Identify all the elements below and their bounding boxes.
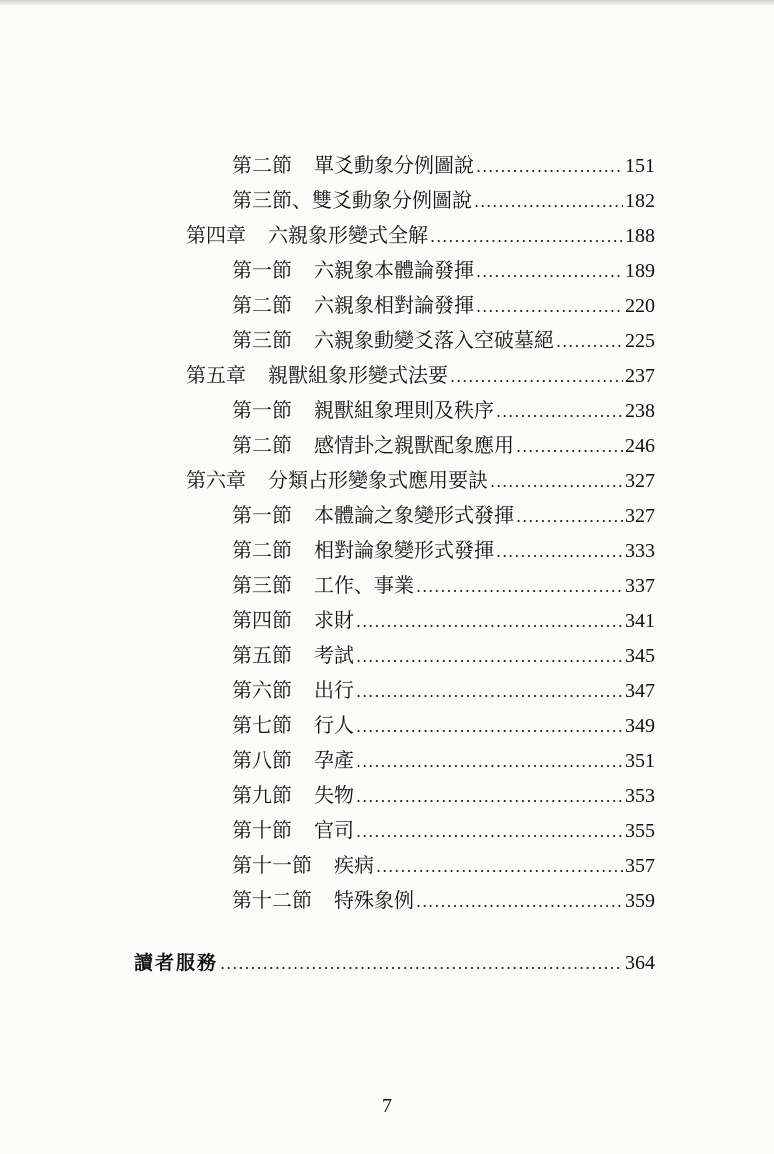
dot-leader (490, 467, 623, 497)
toc-entry-page: 341 (625, 610, 655, 632)
toc-entry-page: 357 (625, 855, 655, 877)
dot-leader (356, 747, 623, 777)
toc-entry-number: 第二節 (232, 153, 292, 177)
toc-entry[interactable] (232, 605, 655, 635)
toc-chapter[interactable] (186, 360, 655, 390)
toc-entry-page: 327 (625, 505, 655, 527)
toc-entry[interactable] (232, 430, 655, 460)
toc-entry[interactable] (232, 150, 655, 180)
toc-entry-number: 第八節 (232, 748, 292, 772)
toc-entry-title: 工作、事業 (314, 573, 414, 597)
dot-leader (220, 949, 623, 979)
toc-entry-number: 第二節 (232, 293, 292, 317)
toc-entry[interactable] (232, 850, 655, 880)
toc-entry-number: 第五章 (186, 363, 246, 387)
toc-entry[interactable] (232, 255, 655, 285)
toc-entry[interactable] (232, 815, 655, 845)
toc-entry[interactable] (232, 290, 655, 320)
toc-entry-title: 親獸組象理則及秩序 (314, 398, 494, 422)
dot-leader (356, 607, 623, 637)
toc-entry-page: 237 (625, 365, 655, 387)
toc-entry[interactable] (232, 780, 655, 810)
toc-reader-service[interactable] (134, 948, 655, 978)
toc-entry-title: 出行 (314, 678, 354, 702)
toc-entry-number: 第十二節 (232, 888, 312, 912)
toc-entry-number: 第一節 (232, 503, 292, 527)
toc-entry-title: 考試 (314, 643, 354, 667)
toc-entry-title: 感情卦之親獸配象應用 (314, 433, 514, 457)
dot-leader (356, 677, 623, 707)
dot-leader (356, 817, 623, 847)
toc-entry-page: 345 (625, 645, 655, 667)
toc-entry-title: 行人 (314, 713, 354, 737)
toc-entry-title: 特殊象例 (334, 888, 414, 912)
toc-entry-page: 188 (625, 225, 655, 247)
dot-leader (556, 327, 623, 357)
toc-entry-title: 六親象本體論發揮 (314, 258, 474, 282)
dot-leader (476, 152, 623, 182)
toc-entry-number: 第三節、 (232, 188, 312, 212)
toc-chapter[interactable] (186, 465, 655, 495)
toc-chapter[interactable] (186, 220, 655, 250)
reader-service-label: 讀者服務 (134, 952, 219, 974)
page-number: 7 (382, 1095, 392, 1117)
toc-entry-number: 第七節 (232, 713, 292, 737)
toc-entry-number: 第二節 (232, 538, 292, 562)
toc-entry[interactable] (232, 500, 655, 530)
toc-entry-number: 第十一節 (232, 853, 312, 877)
toc-entry-number: 第四章 (186, 223, 246, 247)
toc-entry-title: 失物 (314, 783, 354, 807)
toc-entry[interactable] (232, 570, 655, 600)
toc-entry-number: 第六章 (186, 468, 246, 492)
toc-entry-title: 求財 (314, 608, 354, 632)
toc-entry[interactable] (232, 745, 655, 775)
dot-leader (476, 292, 623, 322)
toc-entry-page: 182 (625, 190, 655, 212)
toc-entry-page: 333 (625, 540, 655, 562)
toc-entry-page: 238 (625, 400, 655, 422)
page-top-edge (0, 0, 774, 5)
toc-entry-page: 151 (625, 155, 655, 177)
toc-entry-number: 第六節 (232, 678, 292, 702)
toc-entry-page: 246 (625, 435, 655, 457)
toc-entry-page: 347 (625, 680, 655, 702)
toc-entry-title: 本體論之象變形式發揮 (314, 503, 514, 527)
toc-entry-number: 第一節 (232, 258, 292, 282)
dot-leader (474, 187, 623, 217)
toc-entry[interactable] (232, 535, 655, 565)
toc-entry-number: 第五節 (232, 643, 292, 667)
toc-entry-page: 359 (625, 890, 655, 912)
toc-entry-title: 孕產 (314, 748, 354, 772)
toc-entry-title: 六親象形變式全解 (268, 223, 428, 247)
toc-entry[interactable] (232, 885, 655, 915)
toc-entry[interactable] (232, 675, 655, 705)
toc-entry[interactable] (232, 185, 655, 215)
toc-entry[interactable] (232, 710, 655, 740)
toc-entry-page: 220 (625, 295, 655, 317)
dot-leader (516, 502, 623, 532)
toc-entry-title: 雙爻動象分例圖說 (312, 188, 472, 212)
toc-entry-number: 第十節 (232, 818, 292, 842)
toc-entry-page: 351 (625, 750, 655, 772)
dot-leader (356, 712, 623, 742)
toc-entry-title: 單爻動象分例圖說 (314, 153, 474, 177)
dot-leader (356, 642, 623, 672)
toc-entry-page: 353 (625, 785, 655, 807)
toc-entry-number: 第一節 (232, 398, 292, 422)
toc-entry-title: 相對論象變形式發揮 (314, 538, 494, 562)
toc-entry[interactable] (232, 640, 655, 670)
toc-entry-title: 親獸組象形變式法要 (268, 363, 448, 387)
toc-entry-number: 第二節 (232, 433, 292, 457)
dot-leader (356, 782, 623, 812)
toc-entry-title: 官司 (314, 818, 354, 842)
toc-entry-number: 第九節 (232, 783, 292, 807)
toc-entry-title: 六親象動變爻落入空破墓絕 (314, 328, 554, 352)
toc-entry-number: 第三節 (232, 573, 292, 597)
toc-entry-page: 355 (625, 820, 655, 842)
toc-entry-number: 第四節 (232, 608, 292, 632)
dot-leader (416, 572, 623, 602)
toc-entry-number: 第三節 (232, 328, 292, 352)
toc-entry[interactable] (232, 325, 655, 355)
dot-leader (430, 222, 623, 252)
toc-entry-page: 349 (625, 715, 655, 737)
dot-leader (450, 362, 623, 392)
dot-leader (376, 852, 623, 882)
toc-entry-title: 分類占形變象式應用要訣 (268, 468, 488, 492)
reader-service-page: 364 (625, 952, 655, 974)
dot-leader (516, 432, 623, 462)
toc-entry-title: 六親象相對論發揮 (314, 293, 474, 317)
dot-leader (476, 257, 623, 287)
toc-entry-page: 225 (625, 330, 655, 352)
toc-entry[interactable] (232, 395, 655, 425)
dot-leader (496, 397, 623, 427)
toc-entry-page: 337 (625, 575, 655, 597)
dot-leader (496, 537, 623, 567)
toc-entry-page: 189 (625, 260, 655, 282)
toc-entry-title: 疾病 (334, 853, 374, 877)
toc-entry-page: 327 (625, 470, 655, 492)
dot-leader (416, 887, 623, 917)
